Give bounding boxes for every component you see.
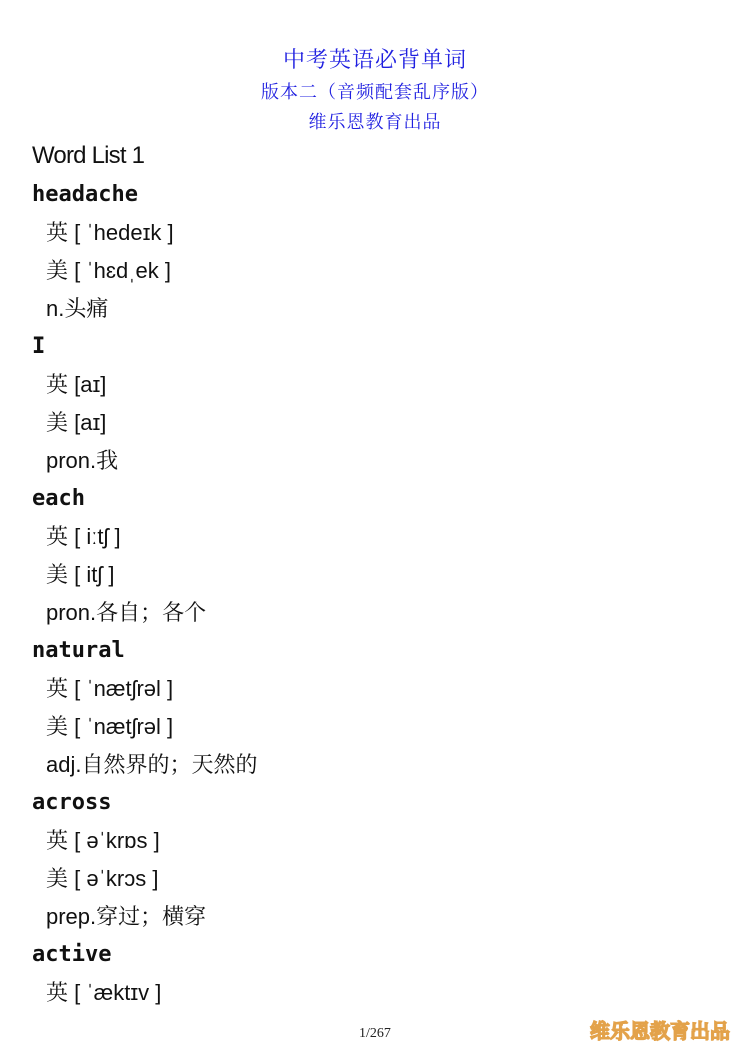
definition: adj.自然界的；天然的 [46,752,258,777]
us-pronunciation: 美 [ əˈkrɔs ] [46,866,159,891]
us-pronunciation: 美 [ itʃ ] [46,562,115,587]
word-list [32,176,722,1012]
us-pronunciation: 美 [ ˈnætʃrəl ] [46,714,174,739]
uk-pronunciation: 英 [ ˈnætʃrəl ] [46,676,174,701]
word-entry-each [32,480,722,632]
word-entry-active [32,936,722,1012]
uk-pronunciation: 英 [ əˈkrɒs ] [46,828,160,853]
definition: pron.各自；各个 [46,600,207,625]
document-title: 中考英语必背单词 [282,48,467,73]
uk-pronunciation: 英 [ ˈæktɪv ] [46,980,162,1005]
definition: pron.我 [46,448,119,473]
headword: across [32,790,112,815]
word-entry-natural [32,632,722,784]
publisher-watermark: 维乐恩教育出品 [590,1019,730,1043]
uk-pronunciation: 英 [ ˈhedeɪk ] [46,220,174,245]
headword: headache [32,182,138,207]
headword: I [32,334,46,359]
definition: prep.穿过；横穿 [46,904,207,929]
headword: active [32,942,112,967]
document-subtitle: 版本二（音频配套乱序版） [261,82,489,103]
word-list-heading: Word List 1 [32,142,145,169]
us-pronunciation: 美 [aɪ] [46,410,107,435]
publisher-line: 维乐恩教育出品 [308,112,442,133]
word-entry-i [32,328,722,480]
headword: each [32,486,85,511]
definition: n.头痛 [46,296,109,321]
word-entry-headache [32,176,722,328]
us-pronunciation: 美 [ ˈhɛdˌek ] [46,258,172,283]
page-number: 1/267 [359,1026,391,1041]
word-entry-across [32,784,722,936]
uk-pronunciation: 英 [aɪ] [46,372,107,397]
headword: natural [32,638,125,663]
document-header [0,44,750,138]
uk-pronunciation: 英 [ iːtʃ ] [46,524,121,549]
